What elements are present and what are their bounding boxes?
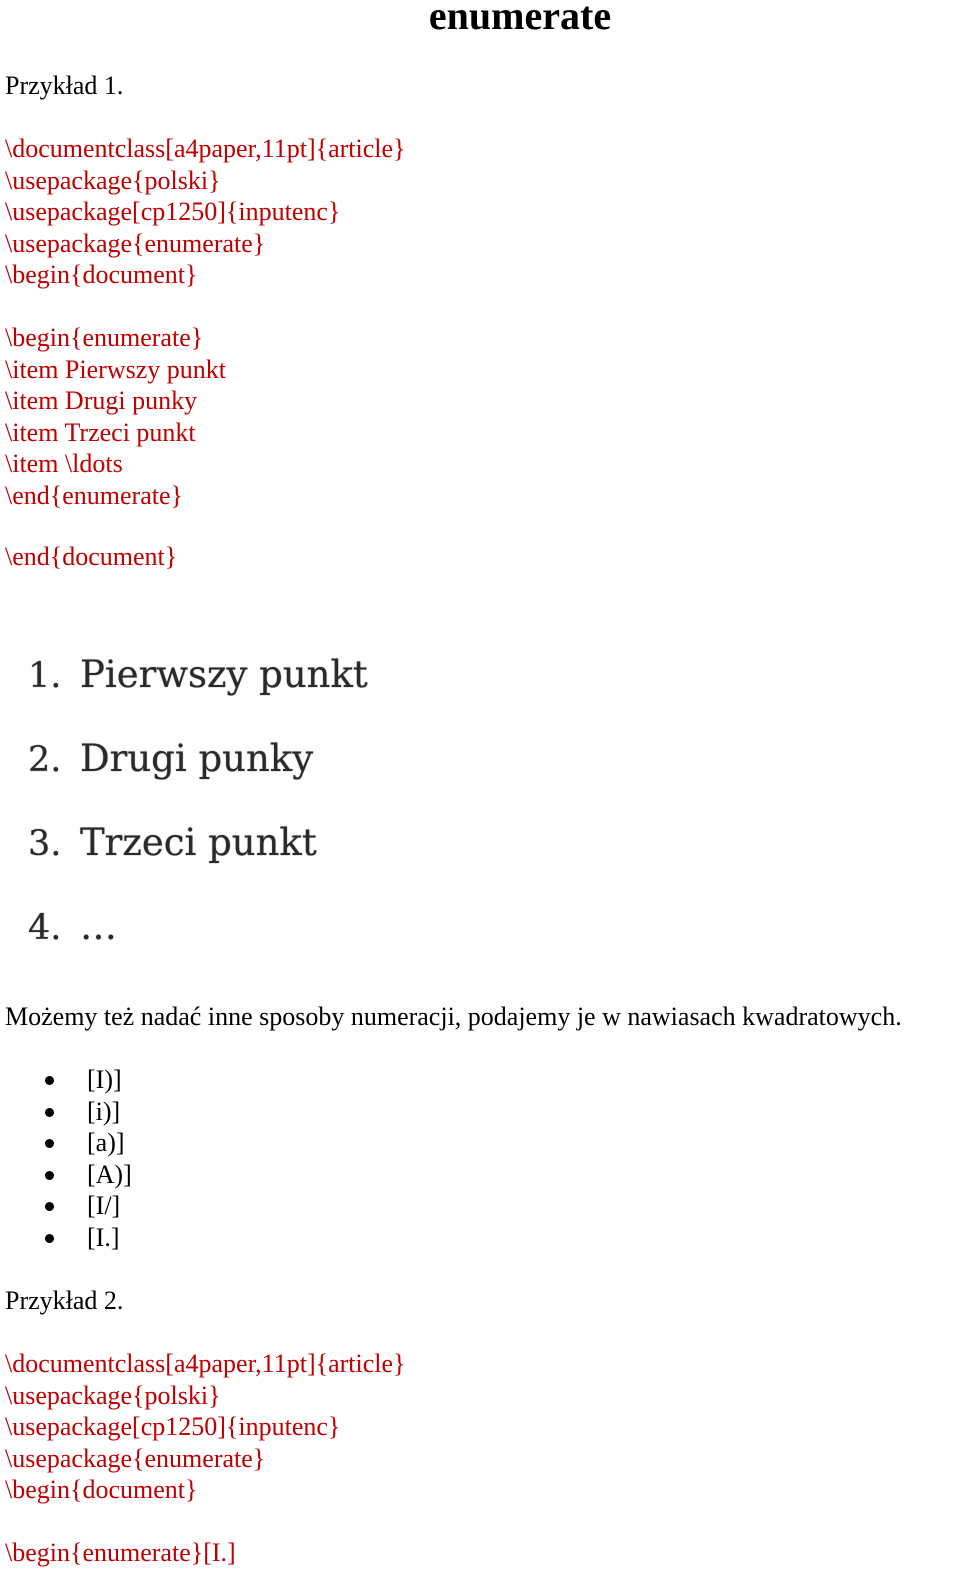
example-2-body	[5, 1537, 236, 1569]
code-line: \usepackage{polski}	[5, 1380, 221, 1410]
code-line: \begin{enumerate}[I.]	[5, 1538, 236, 1567]
bullet-icon	[45, 1234, 54, 1243]
code-line: \usepackage{enumerate}	[5, 1443, 266, 1473]
bullet-icon	[45, 1139, 54, 1148]
code-line: \documentclass[a4paper,11pt]{article}	[5, 134, 406, 163]
code-line: \begin{document}	[5, 1475, 198, 1504]
numbering-style: [i)]	[87, 1096, 121, 1126]
list-item	[0, 1096, 132, 1128]
page-title: enumerate	[428, 0, 612, 38]
bullet-icon	[45, 1171, 54, 1180]
code-line: \usepackage{enumerate}	[5, 228, 266, 258]
bullet-icon	[45, 1108, 54, 1117]
example-1-label: Przykład 1.	[5, 71, 124, 100]
rendered-item-number: 3.	[28, 824, 62, 864]
list-item	[0, 1064, 132, 1096]
rendered-item-number: 4.	[28, 908, 62, 948]
code-line: \usepackage{polski}	[5, 165, 221, 195]
rendered-item-text: Drugi punky	[80, 737, 314, 780]
code-line: \documentclass[a4paper,11pt]{article}	[5, 1349, 406, 1378]
list-item	[0, 1159, 132, 1191]
code-line: \item \ldots	[5, 449, 123, 478]
numbering-style: [I)]	[87, 1065, 122, 1094]
rendered-list-item	[28, 892, 368, 976]
rendered-list-item	[28, 724, 368, 808]
rendered-item-text: …	[80, 905, 117, 948]
example-2-label: Przykład 2.	[5, 1286, 124, 1315]
code-line: \end{document}	[5, 542, 178, 571]
bullet-icon	[45, 1076, 54, 1085]
rendered-item-text: Pierwszy punkt	[80, 653, 368, 696]
rendered-list-item	[28, 640, 368, 724]
code-line: \usepackage[cp1250]{inputenc}	[5, 197, 341, 226]
list-item	[0, 1127, 132, 1159]
example-1-end	[5, 541, 177, 573]
bullet-icon	[45, 1202, 54, 1211]
code-line: \begin{enumerate}	[5, 323, 204, 352]
numbering-description: Możemy też nadać inne sposoby numeracji, podajemy je w nawiasach kwadratowych.	[5, 1002, 902, 1031]
code-line: \item Drugi punky	[5, 386, 198, 415]
rendered-item-text: Trzeci punkt	[80, 821, 317, 864]
numbering-style: [A)]	[87, 1159, 132, 1189]
code-line: \begin{document}	[5, 260, 198, 289]
numbering-style: [a)]	[87, 1128, 125, 1157]
code-line: \item Trzeci punkt	[5, 417, 196, 447]
example-2-preamble	[5, 1348, 406, 1506]
numbering-styles-list	[0, 1064, 132, 1253]
rendered-enumerate-output	[28, 640, 368, 976]
example-1-preamble	[5, 133, 406, 291]
rendered-item-number: 1.	[28, 656, 62, 696]
example-1-body	[5, 322, 226, 511]
numbering-style: [I/]	[87, 1191, 121, 1220]
rendered-list-item	[28, 808, 368, 892]
list-item	[0, 1190, 132, 1222]
rendered-item-number: 2.	[28, 740, 62, 780]
numbering-style: [I.]	[87, 1222, 120, 1252]
list-item	[0, 1222, 132, 1254]
code-line: \usepackage[cp1250]{inputenc}	[5, 1412, 341, 1441]
code-line: \end{enumerate}	[5, 480, 183, 510]
code-line: \item Pierwszy punkt	[5, 354, 226, 384]
